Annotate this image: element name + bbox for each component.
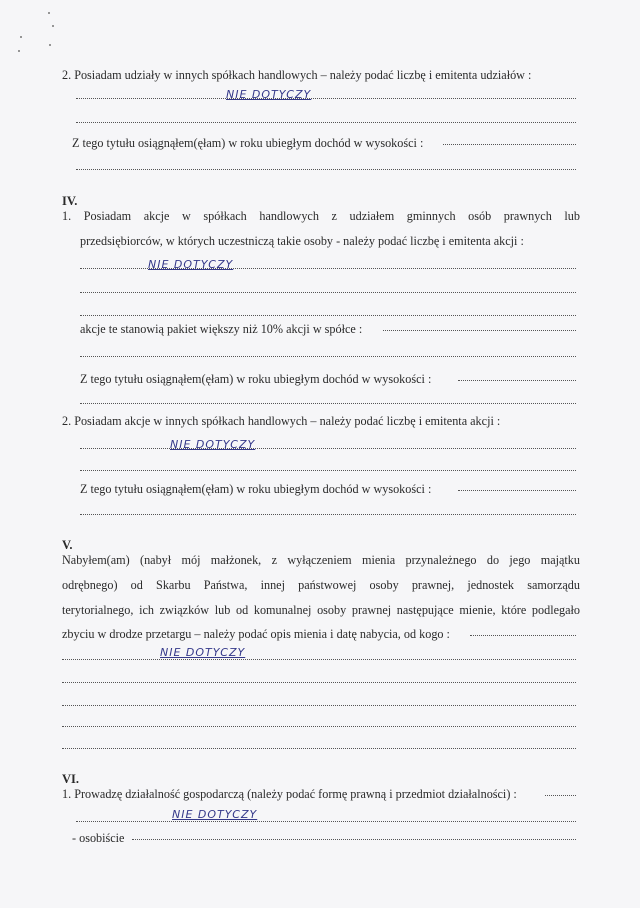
shares-municipal-line1: 1. Posiadam akcje w spółkach handlowych z udziałem gminnych osób prawnych lub (62, 209, 580, 223)
answer-line (62, 720, 576, 727)
business-activity-text: 1. Prowadzę działalność gospodarczą (należy podać formę prawną i przedmiot działalności) : (62, 787, 517, 801)
answer-line (62, 653, 576, 660)
shares-other-companies-text: 2. Posiadam akcje w innych spółkach handlowych – należy podać liczbę i emitenta akcji : (62, 414, 501, 428)
answer-line (62, 742, 576, 749)
property-text-line1: Nabyłem(am) (nabył mój małżonek, z wyłączeniem mienia przynależnego do jego majątku (62, 553, 580, 567)
scan-speck (18, 50, 20, 52)
handwritten-answer: NIE DOTYCZY (172, 808, 258, 821)
section-heading-vi: VI. (62, 772, 80, 786)
handwritten-answer: NIE DOTYCZY (170, 438, 256, 451)
personally-label: - osobiście (72, 831, 125, 845)
handwritten-answer: NIE DOTYCZY (148, 258, 234, 271)
answer-line (76, 116, 576, 123)
property-text-line4: zbyciu w drodze przetargu – należy podać opis mienia i datę nabycia, od kogo : (62, 627, 450, 641)
scan-speck (20, 36, 22, 38)
shares-municipal-line2: przedsiębiorców, w których uczestniczą takie osoby - należy podać liczbę i emitenta akcji : (80, 234, 524, 248)
package-text: akcje te stanowią pakiet większy niż 10% akcji w spółce : (80, 322, 363, 336)
income-text: Z tego tytułu osiągnąłem(ęłam) w roku ubiegłym dochód w wysokości : (80, 482, 432, 496)
section-heading-iv: IV. (62, 194, 78, 208)
answer-line (62, 676, 576, 683)
handwritten-answer: NIE DOTYCZY (226, 88, 312, 101)
scan-speck (52, 25, 54, 27)
answer-line (80, 309, 576, 316)
answer-line (76, 163, 576, 170)
answer-line (80, 442, 576, 449)
answer-line (470, 629, 576, 636)
answer-line (80, 397, 576, 404)
shares-other-companies-text: 2. Posiadam udziały w innych spółkach handlowych – należy podać liczbę i emitenta udziałów : (62, 68, 532, 82)
answer-line (80, 508, 576, 515)
answer-line (443, 138, 576, 145)
income-text: Z tego tytułu osiągnąłem(ęłam) w roku ubiegłym dochód w wysokości : (80, 372, 432, 386)
answer-line (62, 699, 576, 706)
answer-line (76, 815, 576, 822)
answer-line (545, 789, 576, 796)
answer-line (80, 350, 576, 357)
answer-line (458, 374, 576, 381)
answer-line (80, 464, 576, 471)
answer-line (80, 286, 576, 293)
answer-line (132, 833, 576, 840)
scan-speck (48, 12, 50, 14)
section-heading-v: V. (62, 538, 73, 552)
answer-line (458, 484, 576, 491)
answer-line (383, 324, 576, 331)
property-text-line2: odrębnego) od Skarbu Państwa, innej państwowej osoby prawnej, jednostek samorządu (62, 578, 580, 592)
income-text: Z tego tytułu osiągnąłem(ęłam) w roku ubiegłym dochód w wysokości : (72, 136, 424, 150)
scan-speck (49, 44, 51, 46)
answer-line (76, 92, 576, 99)
handwritten-answer: NIE DOTYCZY (160, 646, 246, 659)
property-text-line3: terytorialnego, ich związków lub od komunalnej osoby prawnej następujące mienie, które podlegało (62, 603, 580, 617)
